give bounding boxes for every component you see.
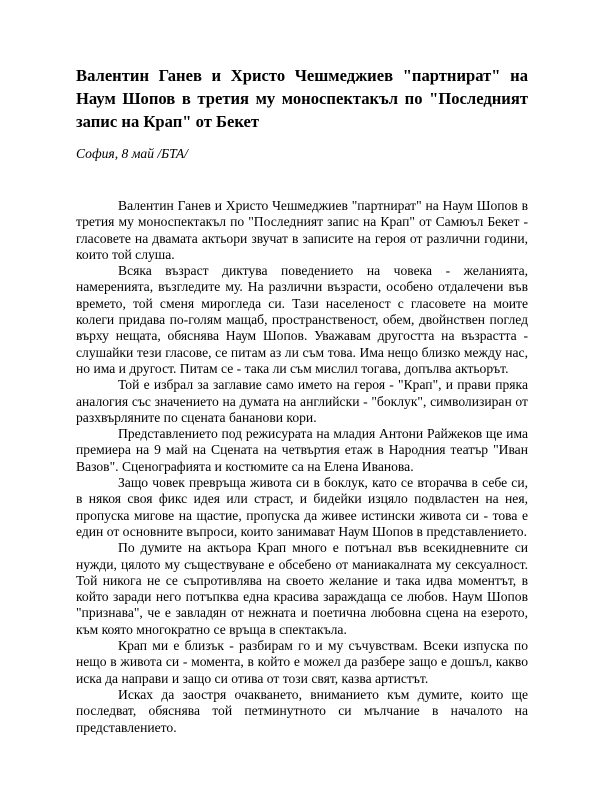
article-page bbox=[76, 64, 528, 736]
body-paragraph: Той е избрал за заглавие само името на героя - "Крап", и прави пряка аналогия със значението на думата на английски - "боклук", символизиран от разхвърляните по сцената бананови кори. bbox=[76, 377, 528, 425]
article-body bbox=[76, 198, 528, 736]
body-paragraph: Представлението под режисурата на младия Антони Райжеков ще има премиера на 9 май на Сцената на четвъртия етаж в Народния театър "Иван Вазов". Сценографията и костюмите са на Елена Иванова. bbox=[76, 426, 528, 474]
article-dateline: София, 8 май /БТА/ bbox=[76, 146, 188, 161]
article-title: Валентин Ганев и Христо Чешмеджиев "партнират" на Наум Шопов в третия му моноспектакъл по "Последният запис на Крап" от Бекет bbox=[76, 66, 528, 131]
body-paragraph: Всяка възраст диктува поведението на човека - желанията, намеренията, възгледите му. На различни възрасти, особено отдалечени във времето, той сменя мирогледа си. Тази населеност с гласовете на моите колеги придава по-голям мащаб, пространственост, обем, двойнствен поглед върху нещата, обяснява Наум Шопов. Уважавам другостта на възрастта - слушайки тези гласове, се питам аз ли съм това. Има нещо близко между нас, но има и другост. Питам се - така ли съм мислил тогава, допълва актьорът. bbox=[76, 263, 528, 376]
body-paragraph: По думите на актьора Крап много е потънал във всекидневните си нужди, цялото му съществуване е обсебено от маниакалната му сексуалност. Той никога не се съпротивлява на своето желание и така идва моментът, в който заради него потъпква една красива зараждаща се любов. Наум Шопов "признава", че е завладян от нежната и поетична любовна сцена на езерото, към която многократно се връща в спектакъла. bbox=[76, 540, 528, 637]
body-paragraph: Исках да заостря очакването, вниманието към думите, които ще последват, обяснява той петминутното си мълчание в началото на представлението. bbox=[76, 686, 528, 735]
body-paragraph: Крап ми е близък - разбирам го и му съчувствам. Всеки изпуска по нещо в живота си - момента, в който е можел да разбере защо е дошъл, какво иска да направи и защо си отива от този свят, казва артистът. bbox=[76, 638, 528, 686]
body-paragraph: Защо човек превръща живота си в боклук, като се вторачва в себе си, в някоя своя фикс идея или страст, и бидейки изцяло подвластен на нея, пропуска мигове на щастие, пропуска да живее истински живота си - това е един от основните въпроси, които занимават Наум Шопов в представлението. bbox=[76, 475, 528, 539]
body-paragraph: Валентин Ганев и Христо Чешмеджиев "партнират" на Наум Шопов в третия му моноспектакъл по "Последният запис на Крап" от Самюъл Бекет - гласовете на двамата актьори звучат в записите на героя от различни години, които той слуша. bbox=[76, 198, 528, 262]
